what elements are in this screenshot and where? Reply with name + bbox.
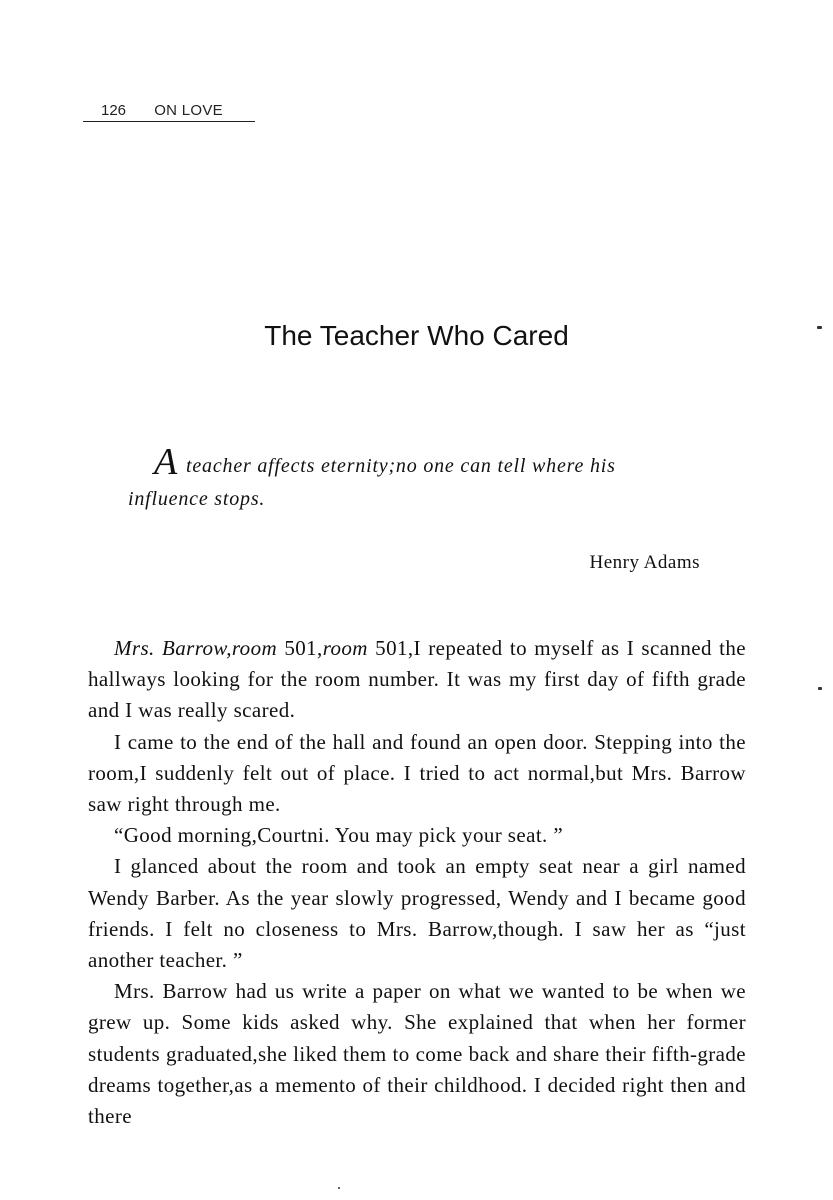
epigraph-line-1 bbox=[128, 441, 708, 483]
p1-italic-1: Mrs. Barrow,room bbox=[114, 636, 278, 660]
p1-plain-2: 501,I repeated to myself as I scanned the hallways looking for the room number. It was my first day of fifth grade and I was really scared. bbox=[88, 636, 747, 723]
scan-speck bbox=[338, 1187, 340, 1189]
paragraph-1 bbox=[88, 633, 746, 727]
paragraph-4: I glanced about the room and took an empty seat near a girl named Wendy Barber. As the year slowly progressed, Wendy and I became good friends. I felt no closeness to Mrs. Barrow,though. I saw her as “just another teacher. ” bbox=[88, 854, 746, 973]
page-number: 126 bbox=[101, 102, 127, 119]
paragraph-3: “Good morning,Courtni. You may pick your seat. ” bbox=[114, 823, 564, 848]
p1-plain-1: 501, bbox=[277, 636, 323, 660]
epigraph bbox=[128, 441, 708, 516]
body-text bbox=[88, 633, 746, 1132]
chapter-title: The Teacher Who Cared bbox=[264, 320, 569, 351]
running-head bbox=[83, 101, 255, 122]
epigraph-attribution: Henry Adams bbox=[589, 552, 700, 573]
section-title: ON LOVE bbox=[154, 102, 223, 119]
epigraph-text-1: teacher affects eternity;no one can tell where his bbox=[186, 455, 616, 477]
epigraph-dropcap: A bbox=[154, 441, 179, 483]
paragraph-5: Mrs. Barrow had us write a paper on what we wanted to be when we grew up. Some kids asked why. She explained that when her former students graduated,she liked them to come back and share their fifth-grade dreams together,as a memento of their childhood. I decided right then and there bbox=[88, 979, 746, 1129]
paragraph-2: I came to the end of the hall and found an open door. Stepping into the room,I suddenly felt out of place. I tried to act normal,but Mrs. Barrow saw right through me. bbox=[88, 729, 746, 817]
scan-speck bbox=[817, 326, 822, 329]
scan-speck bbox=[818, 687, 822, 690]
p1-italic-2: room bbox=[322, 636, 368, 660]
epigraph-line-2: influence stops. bbox=[128, 488, 266, 510]
